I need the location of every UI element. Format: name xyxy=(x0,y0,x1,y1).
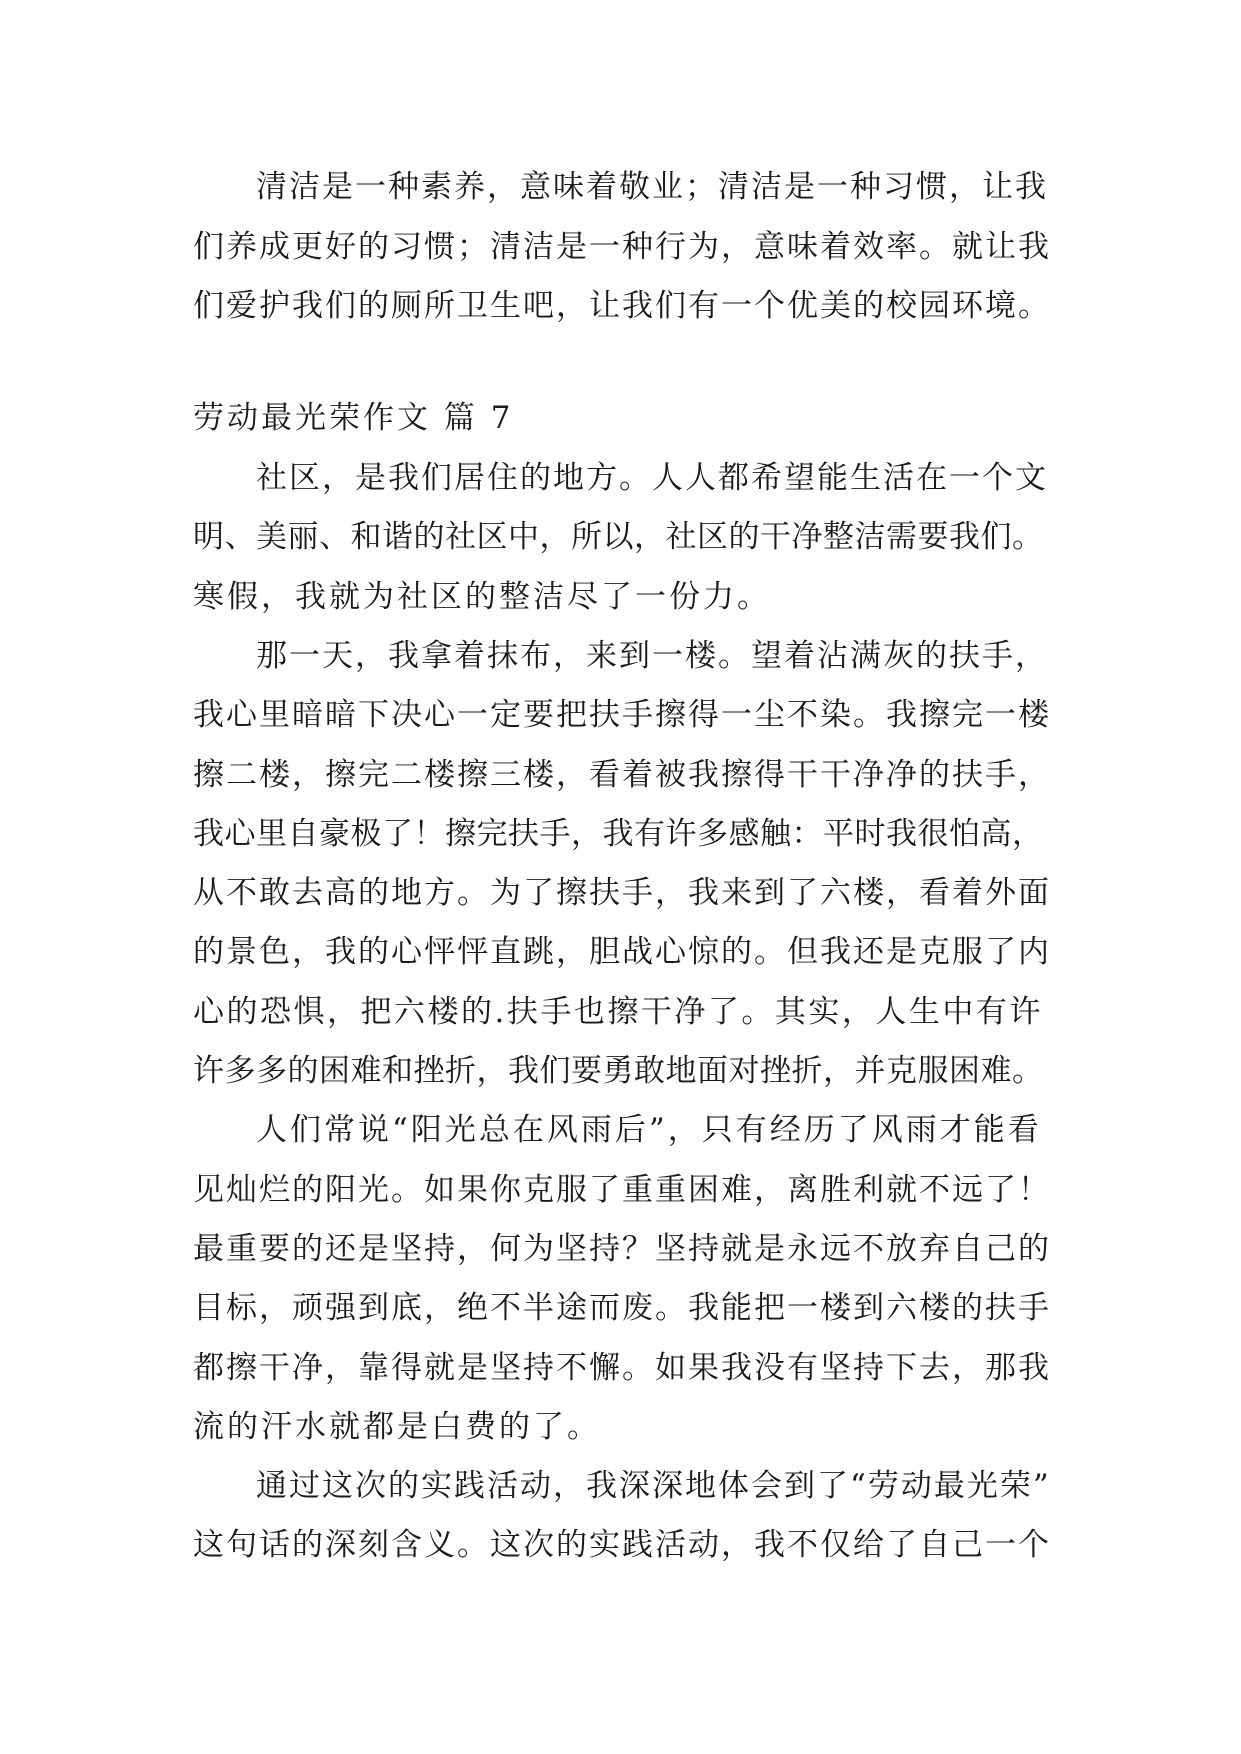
text-line: 人们常说“阳光总在风雨后”，只有经历了风雨才能看 xyxy=(256,1112,1042,1148)
text-line: 们养成更好的习惯；清洁是一种行为，意味着效率。就让我 xyxy=(193,229,1051,265)
text-line: 我心里自豪极了！擦完扶手，我有许多感触：平时我很怕高， xyxy=(193,816,1044,852)
text-line: 流的汗水就都是白费的了。 xyxy=(193,1409,601,1445)
text-line: 许多多的困难和挫折，我们要勇敢地面对挫折，并克服困难。 xyxy=(193,1053,1044,1089)
text-line: 那一天，我拿着抹布，来到一楼。望着沾满灰的扶手， xyxy=(256,638,1048,674)
text-line: 擦二楼，擦完二楼擦三楼，看着被我擦得干干净净的扶手， xyxy=(193,757,1051,793)
text-line: 目标，顽强到底，绝不半途而废。我能把一楼到六楼的扶手 xyxy=(193,1290,1051,1326)
text-line: 最重要的还是坚持，何为坚持？坚持就是永远不放弃自己的 xyxy=(193,1231,1051,1267)
text-line: 从不敢去高的地方。为了擦扶手，我来到了六楼，看着外面 xyxy=(193,875,1051,911)
text-line: 心的恐惧，把六楼的.扶手也擦干净了。其实，人生中有许 xyxy=(193,994,1043,1030)
text-line: 寒假，我就为社区的整洁尽了一份力。 xyxy=(193,579,771,615)
text-line: 社区，是我们居住的地方。人人都希望能生活在一个文 xyxy=(256,460,1048,496)
text-line: 见灿烂的阳光。如果你克服了重重困难，离胜利就不远了！ xyxy=(193,1172,1051,1208)
text-line: 我心里暗暗下决心一定要把扶手擦得一尘不染。我擦完一楼 xyxy=(193,697,1051,733)
text-line: 都擦干净，靠得就是坚持不懈。如果我没有坚持下去，那我 xyxy=(193,1350,1051,1386)
text-line: 的景色，我的心怦怦直跳，胆战心惊的。但我还是克服了内 xyxy=(193,934,1051,970)
text-line: 清洁是一种素养，意味着敬业；清洁是一种习惯，让我 xyxy=(256,169,1048,205)
text-line: 明、美丽、和谐的社区中，所以，社区的干净整洁需要我们。 xyxy=(193,519,1044,555)
text-line: 通过这次的实践活动，我深深地体会到了“劳动最光荣” xyxy=(256,1468,1051,1504)
section-heading: 劳动最光荣作文 篇 7 xyxy=(193,400,514,436)
text-line: 们爱护我们的厕所卫生吧，让我们有一个优美的校园环境。 xyxy=(193,288,1051,324)
text-line: 这句话的深刻含义。这次的实践活动，我不仅给了自己一个 xyxy=(193,1527,1051,1563)
